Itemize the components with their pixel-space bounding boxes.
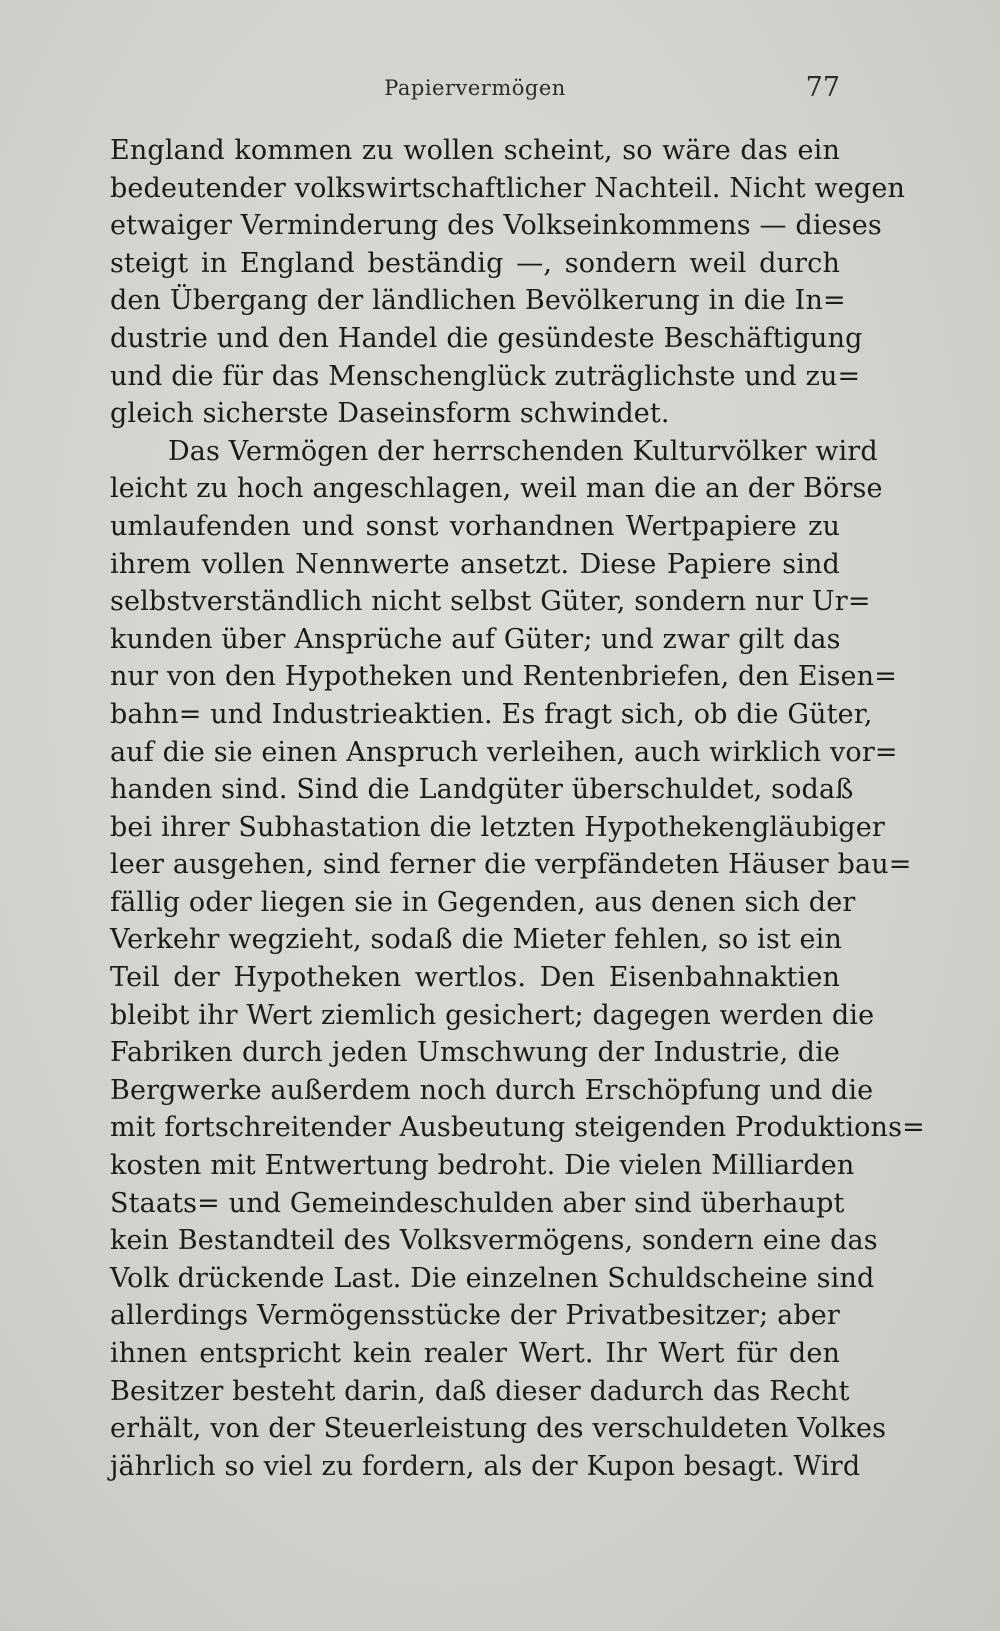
text-line: jährlich so viel zu fordern, als der Kupon besagt. Wird (110, 1450, 861, 1482)
text-line: bei ihrer Subhastation die letzten Hypothekengläubiger (110, 811, 885, 843)
text-line: mit fortschreitender Ausbeutung steigenden Produktions= (110, 1112, 925, 1144)
text-line: bedeutender volkswirtschaftlicher Nachteil. Nicht wegen (110, 172, 905, 204)
text-line: allerdings Vermögensstücke der Privatbesitzer; aber (110, 1300, 840, 1332)
text-line: auf die sie einen Anspruch verleihen, auch wirklich vor= (110, 736, 898, 768)
text-line: Teil der Hypotheken wertlos. Den Eisenbahnaktien (110, 962, 840, 994)
text-line: und die für das Menschenglück zuträglichste und zu= (110, 360, 861, 392)
text-line: steigt in England beständig —, sondern weil durch (110, 247, 840, 279)
text-line: England kommen zu wollen scheint, so wäre das ein (110, 135, 840, 166)
text-line: leer ausgehen, sind ferner die verpfändeten Häuser bau= (110, 849, 912, 881)
text-line: Das Vermögen der herrschenden Kulturvölker wird (168, 435, 878, 467)
text-line: den Übergang der ländlichen Bevölkerung in die In= (110, 285, 846, 317)
text-line: etwaiger Verminderung des Volkseinkommens — dieses (110, 210, 882, 242)
text-line: gleich sicherste Daseinsform schwindet. (110, 398, 670, 430)
text-line: ihnen entspricht kein realer Wert. Ihr Wert für den (110, 1338, 840, 1369)
text-line: nur von den Hypotheken und Rentenbriefen, den Eisen= (110, 661, 897, 693)
text-line: kosten mit Entwertung bedroht. Die vielen Milliarden (110, 1150, 855, 1182)
running-title: Papiervermögen (384, 76, 566, 100)
text-line: fällig oder liegen sie in Gegenden, aus denen sich der (110, 886, 856, 918)
text-line: bleibt ihr Wert ziemlich gesichert; dagegen werden die (110, 999, 875, 1031)
text-line: kein Bestandteil des Volksvermögens, sondern eine das (110, 1225, 878, 1257)
page-number: 77 (805, 72, 840, 103)
text-line: Staats= und Gemeindeschulden aber sind überhaupt (110, 1187, 845, 1219)
text-line: Volk drückende Last. Die einzelnen Schuldscheine sind (110, 1262, 875, 1294)
text-line: handen sind. Sind die Landgüter überschuldet, sodaß (110, 774, 854, 806)
text-line: bahn= und Industrieaktien. Es fragt sich, ob die Güter, (110, 698, 873, 730)
text-line: Besitzer besteht darin, daß dieser dadurch das Recht (110, 1375, 850, 1407)
text-line: selbstverständlich nicht selbst Güter, sondern nur Ur= (110, 586, 871, 618)
text-line: Bergwerke außerdem noch durch Erschöpfung und die (110, 1074, 874, 1106)
text-line: kunden über Ansprüche auf Güter; und zwar gilt das (110, 623, 841, 655)
text-line: umlaufenden und sonst vorhandnen Wertpapiere zu (110, 510, 840, 542)
text-line: dustrie und den Handel die gesündeste Beschäftigung (110, 322, 863, 354)
text-line: Verkehr wegzieht, sodaß die Mieter fehlen, so ist ein (110, 924, 843, 956)
text-line: Fabriken durch jeden Umschwung der Industrie, die (110, 1037, 840, 1069)
body-text (110, 132, 925, 1485)
text-line: erhält, von der Steuerleistung des verschuldeten Volkes (110, 1413, 887, 1445)
text-line: ihrem vollen Nennwerte ansetzt. Diese Papiere sind (110, 548, 840, 580)
running-head (110, 72, 840, 110)
text-line: leicht zu hoch angeschlagen, weil man die an der Börse (110, 473, 883, 505)
